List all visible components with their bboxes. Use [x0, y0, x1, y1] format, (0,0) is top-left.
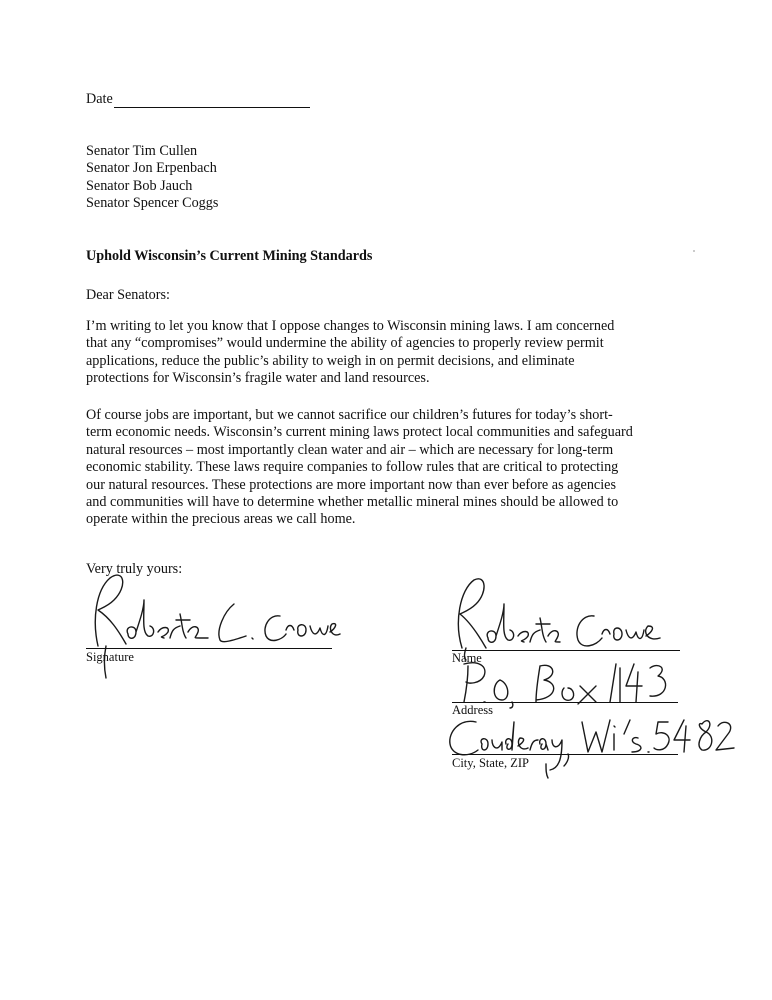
paragraph-line: I’m writing to let you know that I oppose changes to Wisconsin mining laws. I am concerned	[86, 318, 615, 334]
paragraph-1	[86, 318, 614, 388]
date-line	[86, 91, 310, 108]
paragraph-line: applications, reduce the public’s ability to weigh in on permit decisions, and eliminate	[86, 352, 575, 369]
recipient: Senator Bob Jauch	[86, 177, 193, 194]
recipient: Senator Spencer Coggs	[86, 195, 219, 212]
scan-speck	[693, 250, 695, 252]
name-rule	[452, 650, 680, 651]
closing: Very truly yours:	[86, 561, 183, 577]
signature-label: Signature	[86, 650, 134, 664]
city-label: City, State, ZIP	[452, 756, 529, 770]
paragraph-line: economic stability. These laws require companies to follow rules that are critical to protecting	[86, 459, 619, 476]
date-label: Date	[86, 91, 113, 107]
paragraph-2	[86, 407, 633, 529]
name-handwriting	[446, 570, 686, 660]
greeting: Dear Senators:	[86, 287, 170, 303]
paragraph-line: protections for Wisconsin’s fragile water and land resources.	[86, 370, 430, 387]
paragraph-line: our natural resources. These protections are more important now than ever before as agencies	[86, 476, 616, 493]
recipient-list	[86, 143, 218, 213]
paragraph-line: and communities will have to determine whether metallic mineral mines should be allowed to	[86, 493, 619, 510]
paragraph-line: Of course jobs are important, but we cannot sacrifice our children’s futures for today’s short-	[86, 407, 613, 423]
recipient: Senator Tim Cullen	[86, 143, 198, 159]
name-label: Name	[452, 651, 482, 665]
city-rule	[452, 754, 678, 755]
paragraph-line: that any “compromises” would undermine the ability of agencies to properly review permit	[86, 335, 604, 352]
signature-rule	[86, 648, 332, 649]
address-handwriting	[454, 658, 684, 708]
address-label: Address	[452, 703, 493, 717]
paragraph-line: natural resources – most importantly clean water and air – which are necessary for long-term	[86, 441, 614, 458]
date-blank[interactable]	[114, 93, 310, 108]
letter-subject: Uphold Wisconsin’s Current Mining Standards	[86, 248, 373, 264]
paragraph-line: operate within the precious areas we call home.	[86, 511, 356, 528]
recipient: Senator Jon Erpenbach	[86, 160, 217, 177]
paragraph-line: term economic needs. Wisconsin’s current mining laws protect local communities and safeguard	[86, 424, 633, 441]
